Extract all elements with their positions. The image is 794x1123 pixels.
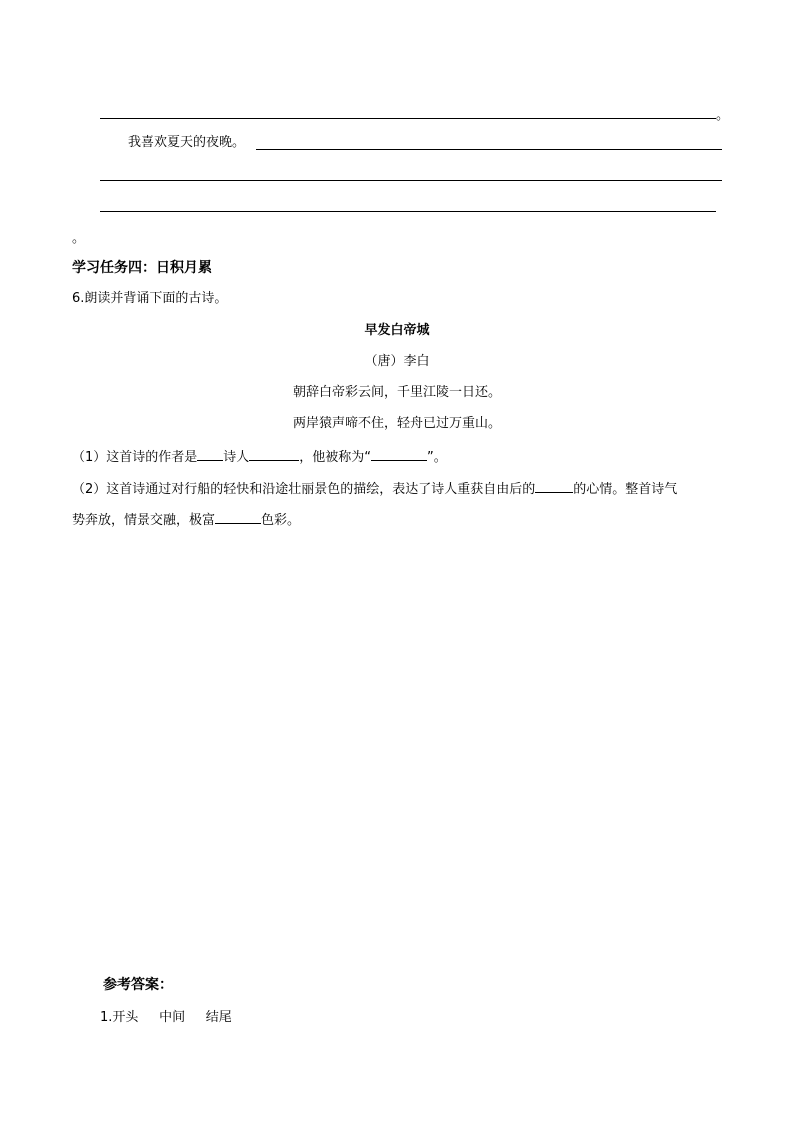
sub-question-1: [72, 447, 447, 466]
sub-question-2-text-d: 色彩。: [261, 513, 301, 528]
poem-line-2: 两岸猿声啼不住，轻舟已过万重山。: [292, 416, 501, 431]
answer-1: 1.开头 中间 结尾: [100, 1010, 232, 1025]
blank-nickname[interactable]: [371, 447, 427, 461]
sub-question-1-text-d: ”。: [427, 450, 447, 465]
sub-question-1-text-c: ，他被称为“: [299, 450, 372, 465]
blank-feeling[interactable]: [535, 479, 573, 493]
answers-heading: 参考答案：: [103, 977, 173, 993]
sub-question-2-text-a: （2）这首诗通过对行船的轻快和沿途壮丽景色的描绘，表达了诗人重获自由后的: [72, 482, 536, 497]
writing-line-3[interactable]: [100, 180, 722, 181]
sub-question-2-text-c: 势奔放，情景交融，极富: [72, 513, 216, 528]
writing-line-4[interactable]: [100, 211, 716, 212]
writing-line-2[interactable]: [256, 149, 722, 150]
poem-title: 早发白帝城: [364, 323, 430, 338]
writing-line-1-end: 。: [716, 108, 730, 123]
writing-end-mark: 。: [72, 231, 86, 246]
writing-prompt: 我喜欢夏天的夜晚。: [128, 135, 246, 150]
sub-question-2-line-1: [72, 479, 677, 498]
sub-question-1-text-b: 诗人: [223, 450, 250, 465]
section-heading: 学习任务四：日积月累: [72, 260, 212, 276]
blank-color[interactable]: [215, 510, 261, 524]
sub-question-2-line-2: [72, 510, 300, 529]
blank-dynasty[interactable]: [197, 447, 223, 461]
sub-question-2-text-b: 的心情。整首诗气: [573, 482, 678, 497]
writing-line-1[interactable]: [100, 118, 716, 119]
sub-question-1-text-a: （1）这首诗的作者是: [72, 450, 198, 465]
poem-line-1: 朝辞白帝彩云间，千里江陵一日还。: [292, 385, 501, 400]
poem-author: （唐）李白: [364, 354, 430, 369]
question-6: 6.朗读并背诵下面的古诗。: [72, 291, 228, 306]
blank-poet-name[interactable]: [249, 447, 299, 461]
